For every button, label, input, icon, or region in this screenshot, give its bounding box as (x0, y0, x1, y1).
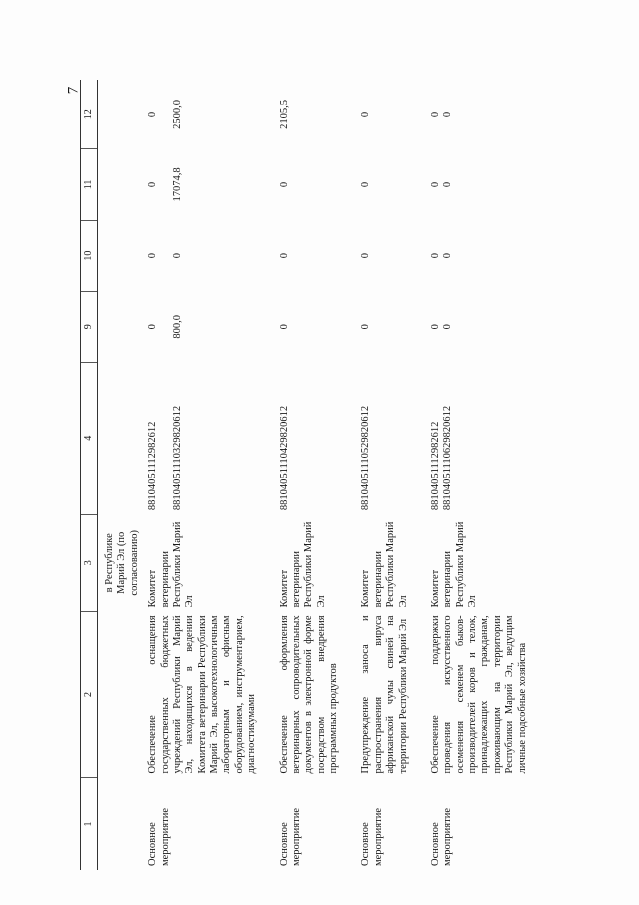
value-cell-9: 0 (278, 324, 290, 330)
value-cell-12: 2105,5 (278, 100, 290, 129)
header-row (81, 80, 98, 870)
column-header: 2 (81, 611, 98, 777)
value: 0 (147, 111, 159, 118)
row-name: Обеспечение оформления ветеринарных сопроводительных документов в электронной форме посредством внедрения программных продуктов (278, 615, 339, 774)
value-cell-11 (141, 149, 258, 220)
value: 0 (429, 252, 441, 259)
program-table (80, 80, 529, 870)
row-executor: Комитет ветеринарии Республики Марий Эл (429, 521, 478, 608)
row-name: Обеспечение поддержки проведения искусственного осеменения семенем быков-производителей коров и телок, принадлежащих гражданам, проживающим на территории Республики Марий Эл, ведущим личные подсобные хозяйства (429, 615, 528, 774)
table-row (354, 80, 410, 870)
row-executor: Комитет ветеринарии Республики Марий Эл (278, 521, 327, 608)
table-row (141, 80, 258, 870)
value-cell-12 (424, 80, 529, 149)
value-cell-10: 0 (360, 252, 372, 259)
value: 0 (147, 252, 159, 259)
row-type: Основное мероприятие (147, 808, 171, 866)
table-row-continuation (98, 80, 142, 870)
value: 0 (429, 111, 441, 118)
row-type: Основное мероприятие (360, 808, 384, 866)
value-cell-10 (141, 220, 258, 291)
budget-code-cell (141, 362, 258, 514)
column-header: 3 (81, 514, 98, 611)
value: 0 (442, 324, 454, 330)
value: 0 (442, 181, 454, 188)
table-row (273, 80, 341, 870)
value: 0 (429, 181, 441, 188)
budget-code: 88104051112982612 (429, 421, 441, 511)
value-cell-9 (424, 291, 529, 362)
value-cell-12 (141, 80, 258, 149)
column-header: 4 (81, 362, 98, 514)
budget-code: 88104051110329820612 (171, 405, 183, 511)
budget-code: 88104051110629820612 (442, 405, 454, 511)
value-cell-12: 0 (360, 111, 372, 118)
row-executor: Комитет ветеринарии Республики Марий Эл (147, 521, 196, 608)
value: 0 (147, 324, 159, 330)
column-header: 10 (81, 220, 98, 291)
budget-code: 88104051112982612 (147, 421, 159, 511)
row-executor: Комитет ветеринарии Республики Марий Эл (360, 521, 409, 608)
value: 0 (429, 324, 441, 330)
column-header: 1 (81, 777, 98, 870)
budget-code: 88104051110529820612 (360, 405, 372, 511)
value-cell-11: 0 (360, 181, 372, 188)
row-type: Основное мероприятие (278, 808, 302, 866)
value: 0 (147, 181, 159, 188)
value: 2500,0 (171, 100, 183, 129)
budget-code: 88104051110429820612 (278, 405, 290, 511)
rotated-table-sheet (80, 80, 550, 870)
row-name: Предупреждение заноса и распространения вируса африканской чумы свиней на территории Республики Марий Эл (360, 615, 409, 774)
row-type: Основное мероприятие (429, 808, 454, 866)
page-number: 7 (65, 86, 82, 95)
table-row (424, 80, 529, 870)
value: 0 (442, 111, 454, 118)
row-name: Обеспечение оснащения государственных бюджетных учреждений Республики Марий Эл, находящихся в ведении Комитета ветеринарии Республики Марий Эл, высокотехнологичным лабораторным и офисным оборудованием, инструментарием, диагностикумами (147, 615, 258, 774)
value-cell-10 (424, 220, 529, 291)
column-header: 12 (81, 80, 98, 149)
value-cell-11 (424, 149, 529, 220)
column-header: 11 (81, 149, 98, 220)
value-cell-9: 0 (360, 324, 372, 330)
value: 800,0 (171, 314, 183, 339)
executor-cell: в Республике Марий Эл (по согласованию) (104, 530, 140, 596)
value-cell-9 (141, 291, 258, 362)
column-header: 9 (81, 291, 98, 362)
value: 0 (442, 252, 454, 259)
value-cell-11: 0 (278, 181, 290, 188)
value: 0 (171, 252, 183, 259)
budget-code-cell (424, 362, 529, 514)
value-cell-10: 0 (278, 252, 290, 259)
value: 17074,8 (171, 167, 183, 202)
